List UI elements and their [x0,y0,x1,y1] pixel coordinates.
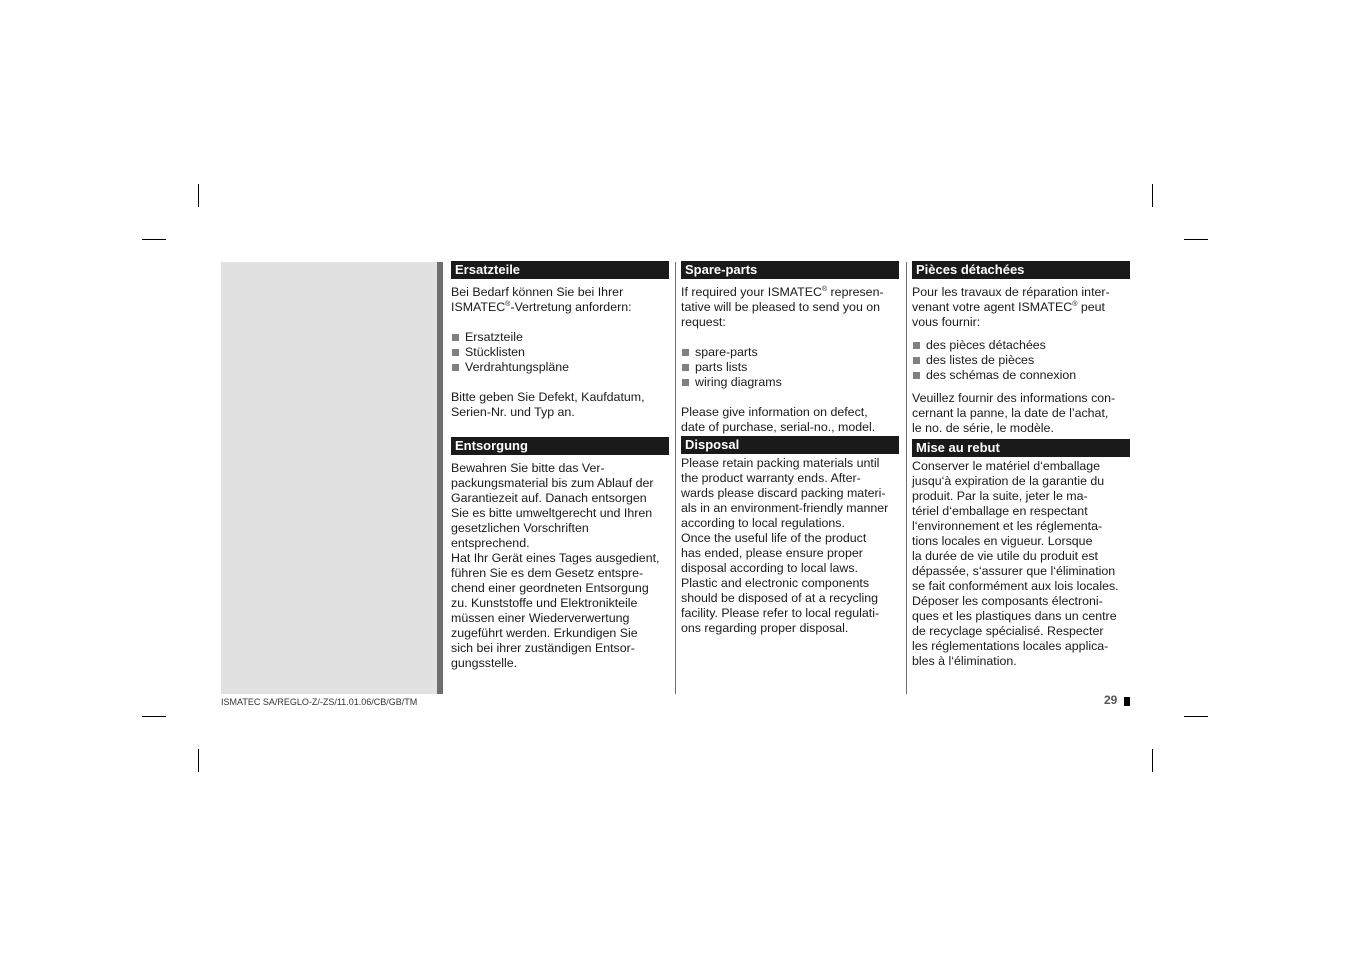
list-item: Verdrahtungspläne [451,360,669,375]
parts-list [451,330,669,375]
column-english [681,261,899,636]
margin-panel [221,262,437,694]
column-divider [675,262,676,694]
crop-mark [142,716,166,717]
page-number: 29 [1104,693,1118,707]
list-item: des listes de pièces [912,353,1130,368]
heading-pieces-detachees: Pièces détachées [912,261,1130,279]
crop-mark [1184,239,1208,240]
info-text: Veuillez fournir des informations con- cernant la panne, la date de l’achat, le no. de série, le modèle. [912,391,1116,435]
list-item: Stücklisten [451,345,669,360]
crop-mark [198,184,199,207]
heading-mise-au-rebut: Mise au rebut [912,439,1130,457]
disposal-text: Bewahren Sie bitte das Ver- packungsmaterial bis zum Ablauf der Garantiezeit auf. Danach entsorgen Sie es bitte umweltgerecht und Ihren gesetzlichen Vorschriften entsprechend. Hat Ihr Gerät eines Tages ausgedient, führen Sie es dem Gesetz entspre- chend einer geordneten Entsorgung zu. Kunststoffe und Elektronikteile müssen einer Wiederverwertung zugeführt werden. Erkundigen Sie sich bei ihrer zuständigen Entsor- gungsstelle. [451,461,660,670]
margin-bar [437,262,443,694]
intro-text: If required your ISMATEC® represen- tative will be pleased to send you on request: [681,285,884,329]
info-text: Bitte geben Sie Defekt, Kaufdatum, Serien-Nr. und Typ an. [451,390,645,419]
heading-entsorgung: Entsorgung [451,437,669,455]
list-item: parts lists [681,360,899,375]
crop-mark [1152,184,1153,207]
column-german [451,261,669,671]
crop-mark [1152,749,1153,772]
info-text: Please give information on defect, date of purchase, serial-no., model. [681,405,876,434]
list-item: spare-parts [681,345,899,360]
heading-spare-parts: Spare-parts [681,261,899,279]
intro-text: Bei Bedarf können Sie bei Ihrer ISMATEC®-Vertretung anfordern: [451,285,632,314]
column-divider [906,262,907,694]
disposal-text: Please retain packing materials until the product warranty ends. After- wards please discard packing materi- als in an environment-friendly manner according to local regulations. Once the useful life of the product has ended, please ensure proper disposal according to local laws. Plastic and electronic components should be disposed of at a recycling facility. Please refer to local regulati- ons regarding proper disposal. [681,456,889,635]
disposal-text: Conserver le matériel d‘emballage jusqu‘à expiration de la garantie du produit. Par la suite, jeter le ma- tériel d‘emballage en respectant l‘environnement et les réglementa- tions locales en vigueur. Lorsque la durée de vie utile du produit est dépassée, s‘assurer que l‘élimination se fait conformément aux lois locales. Déposer les composants électroni- ques et les plastiques dans un centre de recyclage spécialisé. Respecter les réglementations locales applica- bles à l‘élimination. [912,459,1119,668]
crop-mark [1184,716,1208,717]
crop-mark [198,749,199,772]
intro-text: Pour les travaux de réparation inter- venant votre agent ISMATEC® peut vous fournir: [912,285,1110,329]
column-french [912,261,1130,669]
heading-disposal: Disposal [681,436,899,454]
document-id: ISMATEC SA/REGLO-Z/-ZS/11.01.06/CB/GB/TM [221,697,418,707]
parts-list [912,338,1130,383]
parts-list [681,345,899,390]
page-marker [1124,697,1130,706]
list-item: des pièces détachées [912,338,1130,353]
list-item: des schémas de connexion [912,368,1130,383]
list-item: wiring diagrams [681,375,899,390]
heading-ersatzteile: Ersatzteile [451,261,669,279]
crop-mark [142,239,166,240]
list-item: Ersatzteile [451,330,669,345]
